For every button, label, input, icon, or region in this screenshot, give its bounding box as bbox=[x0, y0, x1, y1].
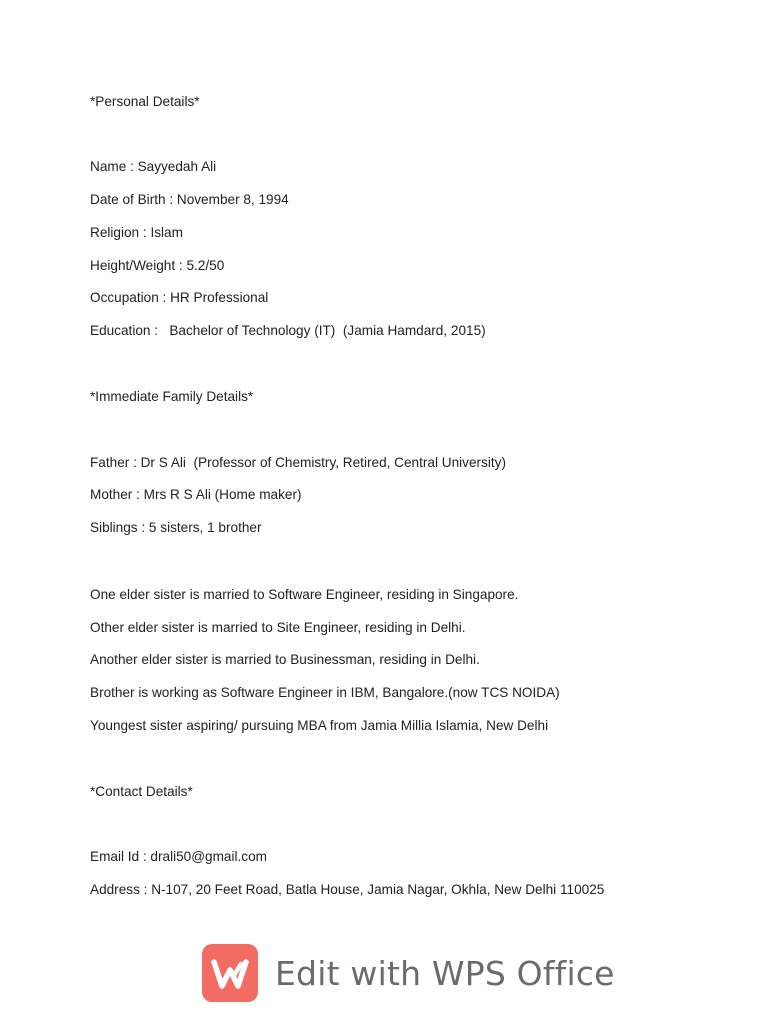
dob-line: Date of Birth : November 8, 1994 bbox=[90, 192, 289, 207]
edit-with-wps-banner[interactable] bbox=[202, 943, 615, 1003]
education-line: Education : Bachelor of Technology (IT) (Jamia Hamdard, 2015) bbox=[90, 323, 486, 338]
email-line: Email Id : drali50@gmail.com bbox=[90, 849, 267, 864]
sibling-detail-line: One elder sister is married to Software Engineer, residing in Singapore. bbox=[90, 587, 519, 602]
occupation-line: Occupation : HR Professional bbox=[90, 290, 269, 305]
father-line: Father : Dr S Ali (Professor of Chemistry, Retired, Central University) bbox=[90, 455, 506, 470]
personal-details-heading: *Personal Details* bbox=[90, 94, 200, 109]
address-line: Address : N-107, 20 Feet Road, Batla House, Jamia Nagar, Okhla, New Delhi 110025 bbox=[90, 882, 605, 897]
contact-details-heading: *Contact Details* bbox=[90, 784, 193, 799]
family-details-heading: *Immediate Family Details* bbox=[90, 389, 254, 404]
sibling-detail-line: Other elder sister is married to Site Engineer, residing in Delhi. bbox=[90, 620, 466, 635]
wps-logo-icon bbox=[202, 944, 258, 1002]
religion-line: Religion : Islam bbox=[90, 225, 183, 240]
sibling-detail-line: Youngest sister aspiring/ pursuing MBA from Jamia Millia Islamia, New Delhi bbox=[90, 718, 549, 733]
sibling-detail-line: Brother is working as Software Engineer in IBM, Bangalore.(now TCS NOIDA) bbox=[90, 685, 560, 700]
name-line: Name : Sayyedah Ali bbox=[90, 159, 217, 174]
wps-banner-label: Edit with WPS Office bbox=[275, 953, 615, 993]
sibling-detail-line: Another elder sister is married to Businessman, residing in Delhi. bbox=[90, 652, 480, 667]
wps-logo-glyph bbox=[202, 944, 258, 1002]
mother-line: Mother : Mrs R S Ali (Home maker) bbox=[90, 487, 302, 502]
height-weight-line: Height/Weight : 5.2/50 bbox=[90, 258, 225, 273]
siblings-line: Siblings : 5 sisters, 1 brother bbox=[90, 520, 262, 535]
